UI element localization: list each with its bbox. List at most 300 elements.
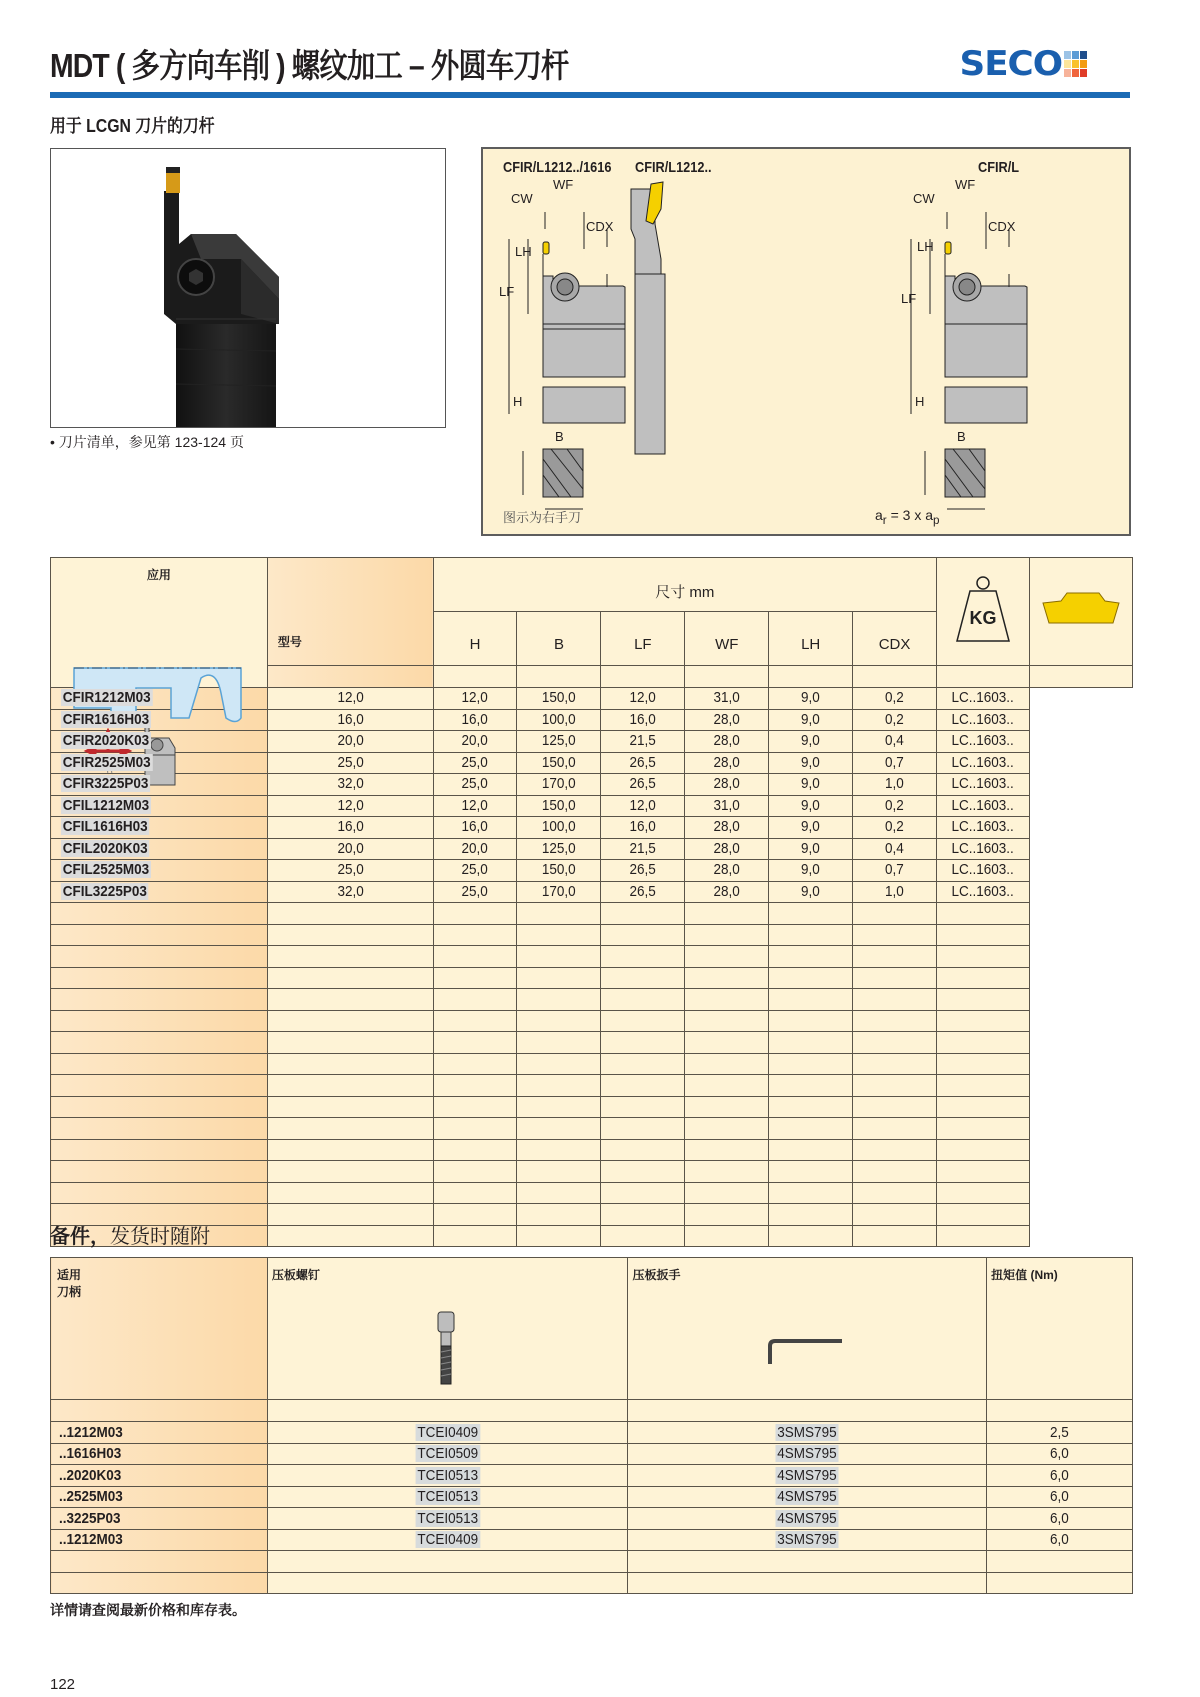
cell-kg (853, 989, 937, 1011)
model-cell (51, 1032, 268, 1054)
cell-wf: 16,0 (601, 817, 685, 839)
cell-kg: 1,0 (853, 774, 937, 796)
cell-kg: 0,2 (853, 688, 937, 710)
cell-lf (517, 967, 601, 989)
cell-b (433, 946, 517, 968)
cell-wf (601, 1118, 685, 1140)
cell-insert (937, 903, 1030, 925)
cell-h: 12,0 (267, 688, 433, 710)
cell-lh: 28,0 (685, 752, 769, 774)
torque-cell: 6,0 (987, 1508, 1133, 1530)
cell-insert (937, 1161, 1030, 1183)
cell-h (267, 1053, 433, 1075)
key-cell: 4SMS795 (628, 1486, 987, 1508)
cell-b (433, 924, 517, 946)
cell-wf (601, 1096, 685, 1118)
cell-insert: LC..1603.. (937, 688, 1030, 710)
spacer-row (51, 1400, 1133, 1422)
product-photo (50, 148, 446, 428)
cell-kg (853, 946, 937, 968)
svg-text:KG: KG (969, 608, 997, 628)
holder-cell (51, 1572, 268, 1594)
holder-cell: ..2020K03 (51, 1465, 268, 1487)
cell-b (433, 1139, 517, 1161)
cell-b: 25,0 (433, 881, 517, 903)
torque-cell: 6,0 (987, 1443, 1133, 1465)
holder-cell: ..3225P03 (51, 1508, 268, 1530)
table-row (51, 1139, 1133, 1161)
cell-cdx: 9,0 (769, 838, 853, 860)
cell-wf (601, 1032, 685, 1054)
header-rule (50, 92, 1130, 98)
cell-lf: 100,0 (517, 709, 601, 731)
cell-wf (601, 989, 685, 1011)
spare-row (51, 1465, 1133, 1487)
cell-h (267, 1118, 433, 1140)
cell-insert (937, 1053, 1030, 1075)
cell-h (267, 1182, 433, 1204)
cell-wf: 21,5 (601, 731, 685, 753)
screw-cell: TCEI0513 (267, 1486, 628, 1508)
cell-lh (685, 946, 769, 968)
cell-cdx (769, 946, 853, 968)
cell-wf (601, 1182, 685, 1204)
cell-insert (937, 1118, 1030, 1140)
model-cell: CFIR2525M03 (51, 752, 268, 774)
cell-h: 16,0 (267, 709, 433, 731)
cell-lf (517, 1182, 601, 1204)
cell-lf: 100,0 (517, 817, 601, 839)
cell-b (433, 1032, 517, 1054)
cell-b: 12,0 (433, 795, 517, 817)
cell-wf (601, 924, 685, 946)
model-cell (51, 903, 268, 925)
cell-lf (517, 1010, 601, 1032)
cell-lf (517, 1225, 601, 1247)
cell-cdx: 9,0 (769, 731, 853, 753)
cell-cdx (769, 1204, 853, 1226)
holder-header: 适用 刀柄 (51, 1258, 268, 1400)
page-number: 122 (50, 1676, 76, 1693)
cell-wf (601, 1161, 685, 1183)
cell-kg (853, 1182, 937, 1204)
key-header: 压板扳手 (628, 1258, 987, 1400)
screw-cell: TCEI0409 (267, 1422, 628, 1444)
table-row (51, 817, 1133, 839)
table-row (51, 1096, 1133, 1118)
cell-kg (853, 1010, 937, 1032)
cell-h (267, 1032, 433, 1054)
page-title: MDT ( 多方向车削 ) 螺纹加工 – 外圆车刀杆 (50, 47, 569, 84)
screw-header: 压板螺钉 (267, 1258, 628, 1400)
col-b: B (517, 612, 601, 666)
cell-kg: 0,7 (853, 752, 937, 774)
cell-lh (685, 1225, 769, 1247)
cell-insert (937, 1204, 1030, 1226)
table-row (51, 1010, 1133, 1032)
cell-lh: 28,0 (685, 881, 769, 903)
cell-wf (601, 1225, 685, 1247)
cell-lh: 31,0 (685, 688, 769, 710)
col-lf: LF (601, 612, 685, 666)
cell-wf: 26,5 (601, 774, 685, 796)
weight-kg-icon (953, 569, 1013, 649)
clamp-screw-icon (434, 1310, 458, 1390)
bullet: • (50, 434, 55, 450)
toolholder-photo-icon (51, 149, 446, 428)
cell-lf: 150,0 (517, 795, 601, 817)
key-cell: 4SMS795 (628, 1443, 987, 1465)
table-row (51, 1204, 1133, 1226)
key-cell (628, 1551, 987, 1573)
toolholder-table (50, 557, 1133, 1247)
table-row (51, 1118, 1133, 1140)
label-lh-right: LH (917, 239, 934, 254)
cell-h (267, 1139, 433, 1161)
cell-insert (937, 967, 1030, 989)
cell-kg (853, 1225, 937, 1247)
cell-insert: LC..1603.. (937, 795, 1030, 817)
diagram-title-right: CFIR/L (978, 159, 1020, 176)
col-lh: LH (769, 612, 853, 666)
cell-kg: 0,7 (853, 860, 937, 882)
cell-cdx (769, 1075, 853, 1097)
application-header: 应用 (146, 568, 171, 582)
logo-squares-icon (1064, 51, 1087, 77)
right-hand-note: 图示为右手刀 (503, 510, 582, 525)
cell-cdx: 9,0 (769, 860, 853, 882)
label-h: H (513, 394, 523, 409)
model-header-cell (267, 558, 433, 666)
cell-cdx (769, 1096, 853, 1118)
key-cell: 4SMS795 (628, 1508, 987, 1530)
cell-lf: 125,0 (517, 731, 601, 753)
cell-lh (685, 1161, 769, 1183)
brand-name: SECO (959, 44, 1063, 84)
cell-lh: 28,0 (685, 860, 769, 882)
cell-lf: 125,0 (517, 838, 601, 860)
cell-lf (517, 946, 601, 968)
model-cell: CFIR1212M03 (51, 688, 268, 710)
cell-insert: LC..1603.. (937, 881, 1030, 903)
cell-wf (601, 1075, 685, 1097)
cell-kg (853, 1139, 937, 1161)
cell-b: 16,0 (433, 817, 517, 839)
cell-cdx (769, 903, 853, 925)
label-cdx-right: CDX (988, 219, 1016, 234)
cell-cdx (769, 924, 853, 946)
model-cell: CFIL2020K03 (51, 838, 268, 860)
cell-h (267, 1204, 433, 1226)
cell-b (433, 1225, 517, 1247)
cell-kg (853, 1032, 937, 1054)
cell-wf: 21,5 (601, 838, 685, 860)
cell-cdx: 9,0 (769, 817, 853, 839)
table-row (51, 924, 1133, 946)
cell-h: 12,0 (267, 795, 433, 817)
holder-cell: ..1212M03 (51, 1422, 268, 1444)
table-row (51, 903, 1133, 925)
screw-cell (267, 1572, 628, 1594)
cell-insert: LC..1603.. (937, 774, 1030, 796)
torque-header: 扭矩值 (Nm) (987, 1258, 1133, 1400)
cell-insert: LC..1603.. (937, 731, 1030, 753)
table-row (51, 946, 1133, 968)
table-row (51, 967, 1133, 989)
cell-insert (937, 1032, 1030, 1054)
spare-row (51, 1572, 1133, 1594)
cell-wf (601, 1010, 685, 1032)
model-cell (51, 1010, 268, 1032)
cell-h: 20,0 (267, 731, 433, 753)
insert-shape-icon (1039, 589, 1123, 629)
cell-lh (685, 1075, 769, 1097)
cell-insert (937, 1139, 1030, 1161)
cell-kg (853, 1075, 937, 1097)
cell-lh: 28,0 (685, 838, 769, 860)
table-row (51, 989, 1133, 1011)
torque-cell: 6,0 (987, 1465, 1133, 1487)
col-wf: WF (685, 612, 769, 666)
cell-lf: 170,0 (517, 774, 601, 796)
cell-lf (517, 1139, 601, 1161)
hex-key-icon (766, 1338, 846, 1368)
key-cell: 4SMS795 (628, 1465, 987, 1487)
torque-cell: 2,5 (987, 1422, 1133, 1444)
dimensions-header: 尺寸 mm (433, 558, 936, 612)
cell-cdx: 9,0 (769, 752, 853, 774)
cell-wf (601, 967, 685, 989)
cell-lh: 28,0 (685, 731, 769, 753)
insert-header (1029, 558, 1132, 666)
cell-b: 25,0 (433, 860, 517, 882)
label-b: B (555, 429, 564, 444)
cell-insert: LC..1603.. (937, 752, 1030, 774)
cell-b (433, 1075, 517, 1097)
model-cell (51, 989, 268, 1011)
cell-cdx: 9,0 (769, 881, 853, 903)
cell-b (433, 1182, 517, 1204)
cell-lh (685, 924, 769, 946)
cell-b: 16,0 (433, 709, 517, 731)
cell-lh (685, 1204, 769, 1226)
cell-h (267, 989, 433, 1011)
torque-cell: 6,0 (987, 1486, 1133, 1508)
cell-h: 32,0 (267, 774, 433, 796)
cell-wf (601, 1204, 685, 1226)
model-cell: CFIL1212M03 (51, 795, 268, 817)
cell-kg (853, 924, 937, 946)
cell-kg: 0,2 (853, 795, 937, 817)
table-row (51, 1053, 1133, 1075)
cell-lh (685, 1182, 769, 1204)
cell-wf (601, 1139, 685, 1161)
cell-lh: 28,0 (685, 709, 769, 731)
cell-lh: 28,0 (685, 774, 769, 796)
label-wf: WF (553, 177, 574, 192)
cell-insert: LC..1603.. (937, 817, 1030, 839)
spare-row (51, 1486, 1133, 1508)
label-cdx: CDX (586, 219, 614, 234)
table-row (51, 1161, 1133, 1183)
cell-b (433, 1053, 517, 1075)
spare-row (51, 1443, 1133, 1465)
cell-lh: 28,0 (685, 817, 769, 839)
cell-lh (685, 1053, 769, 1075)
cell-cdx (769, 1139, 853, 1161)
weight-header (937, 558, 1030, 666)
model-cell: CFIL2525M03 (51, 860, 268, 882)
label-cw: CW (511, 191, 533, 206)
screw-cell: TCEI0509 (267, 1443, 628, 1465)
cell-lh: 31,0 (685, 795, 769, 817)
cell-insert (937, 1075, 1030, 1097)
cell-insert (937, 924, 1030, 946)
cell-h (267, 1075, 433, 1097)
model-cell: CFIR1616H03 (51, 709, 268, 731)
cell-b (433, 903, 517, 925)
cell-lf: 150,0 (517, 688, 601, 710)
cell-h: 25,0 (267, 752, 433, 774)
cell-cdx: 9,0 (769, 688, 853, 710)
cell-lf (517, 1204, 601, 1226)
label-b-right: B (957, 429, 966, 444)
key-cell (628, 1572, 987, 1594)
cell-cdx: 9,0 (769, 774, 853, 796)
cell-h: 25,0 (267, 860, 433, 882)
cell-wf: 26,5 (601, 881, 685, 903)
cell-kg: 0,4 (853, 731, 937, 753)
model-cell (51, 924, 268, 946)
model-cell (51, 1075, 268, 1097)
feed-formula: $a_r = 3$ x $a_p$ (875, 507, 940, 527)
cell-h: 32,0 (267, 881, 433, 903)
table-row (51, 881, 1133, 903)
key-cell: 3SMS795 (628, 1529, 987, 1551)
spare-parts-heading: 备件，发货时随附 (50, 1226, 210, 1248)
cell-lf: 170,0 (517, 881, 601, 903)
cell-cdx (769, 1225, 853, 1247)
model-cell (51, 1118, 268, 1140)
cell-lf (517, 989, 601, 1011)
cell-b (433, 1010, 517, 1032)
cell-h (267, 1096, 433, 1118)
table-row (51, 1032, 1133, 1054)
cell-kg (853, 1096, 937, 1118)
cell-kg (853, 1118, 937, 1140)
cell-cdx (769, 989, 853, 1011)
cell-cdx: 9,0 (769, 795, 853, 817)
screw-cell: TCEI0513 (267, 1508, 628, 1530)
cell-kg: 0,2 (853, 709, 937, 731)
col-h: H (433, 612, 517, 666)
holder-cell: ..1616H03 (51, 1443, 268, 1465)
cell-b (433, 967, 517, 989)
cell-b: 25,0 (433, 774, 517, 796)
model-cell (51, 1139, 268, 1161)
cell-b (433, 1096, 517, 1118)
model-cell (51, 967, 268, 989)
cell-cdx (769, 1182, 853, 1204)
cell-b (433, 1204, 517, 1226)
cell-lf (517, 1161, 601, 1183)
cell-cdx (769, 1032, 853, 1054)
diagram-title-left: CFIR/L1212../1616 (503, 159, 612, 176)
cell-lh (685, 989, 769, 1011)
footnote: 详情请查阅最新价格和库存表。 (50, 1602, 246, 1618)
cell-lf (517, 924, 601, 946)
cell-lh (685, 967, 769, 989)
cell-insert: LC..1603.. (937, 709, 1030, 731)
cell-cdx: 9,0 (769, 709, 853, 731)
holder-cell: ..1212M03 (51, 1529, 268, 1551)
torque-cell: 6,0 (987, 1529, 1133, 1551)
label-cw-right: CW (913, 191, 935, 206)
cell-insert (937, 1182, 1030, 1204)
col-cdx: CDX (853, 612, 937, 666)
cell-h (267, 1161, 433, 1183)
page-subtitle: 用于 LCGN 刀片的刀杆 (50, 116, 215, 136)
model-cell (51, 1053, 268, 1075)
cell-kg: 0,2 (853, 817, 937, 839)
cell-b (433, 1161, 517, 1183)
holder-cell (51, 1551, 268, 1573)
model-cell: CFIL3225P03 (51, 881, 268, 903)
cell-wf: 26,5 (601, 752, 685, 774)
model-cell: CFIR2020K03 (51, 731, 268, 753)
cell-kg (853, 1204, 937, 1226)
model-cell (51, 1096, 268, 1118)
spare-row (51, 1551, 1133, 1573)
cell-insert (937, 1225, 1030, 1247)
insert-list-caption: 刀片清单，参见第 123-124 页 (58, 434, 244, 450)
cell-insert (937, 1096, 1030, 1118)
model-cell (51, 946, 268, 968)
cell-kg (853, 1053, 937, 1075)
table-row (51, 1182, 1133, 1204)
holder-cell: ..2525M03 (51, 1486, 268, 1508)
cell-lf (517, 1075, 601, 1097)
insert-list-note (50, 432, 244, 452)
seco-logo (959, 44, 1087, 84)
cell-insert: LC..1603.. (937, 838, 1030, 860)
spare-row (51, 1508, 1133, 1530)
cell-h (267, 1010, 433, 1032)
model-cell: CFIL1616H03 (51, 817, 268, 839)
cell-cdx (769, 1118, 853, 1140)
cell-lh (685, 1118, 769, 1140)
cell-wf: 26,5 (601, 860, 685, 882)
key-cell: 3SMS795 (628, 1422, 987, 1444)
cell-lh (685, 1096, 769, 1118)
cell-insert (937, 989, 1030, 1011)
cell-b (433, 1118, 517, 1140)
cell-h (267, 967, 433, 989)
cell-kg (853, 1161, 937, 1183)
dimension-diagram (481, 147, 1131, 536)
cell-lh (685, 1139, 769, 1161)
model-cell (51, 1161, 268, 1183)
spare-row (51, 1529, 1133, 1551)
cell-lh (685, 1010, 769, 1032)
cell-wf: 16,0 (601, 709, 685, 731)
label-lf-right: LF (901, 291, 917, 306)
cell-kg (853, 903, 937, 925)
cell-h: 20,0 (267, 838, 433, 860)
screw-cell (267, 1551, 628, 1573)
label-h-right: H (915, 394, 925, 409)
torque-cell (987, 1551, 1133, 1573)
